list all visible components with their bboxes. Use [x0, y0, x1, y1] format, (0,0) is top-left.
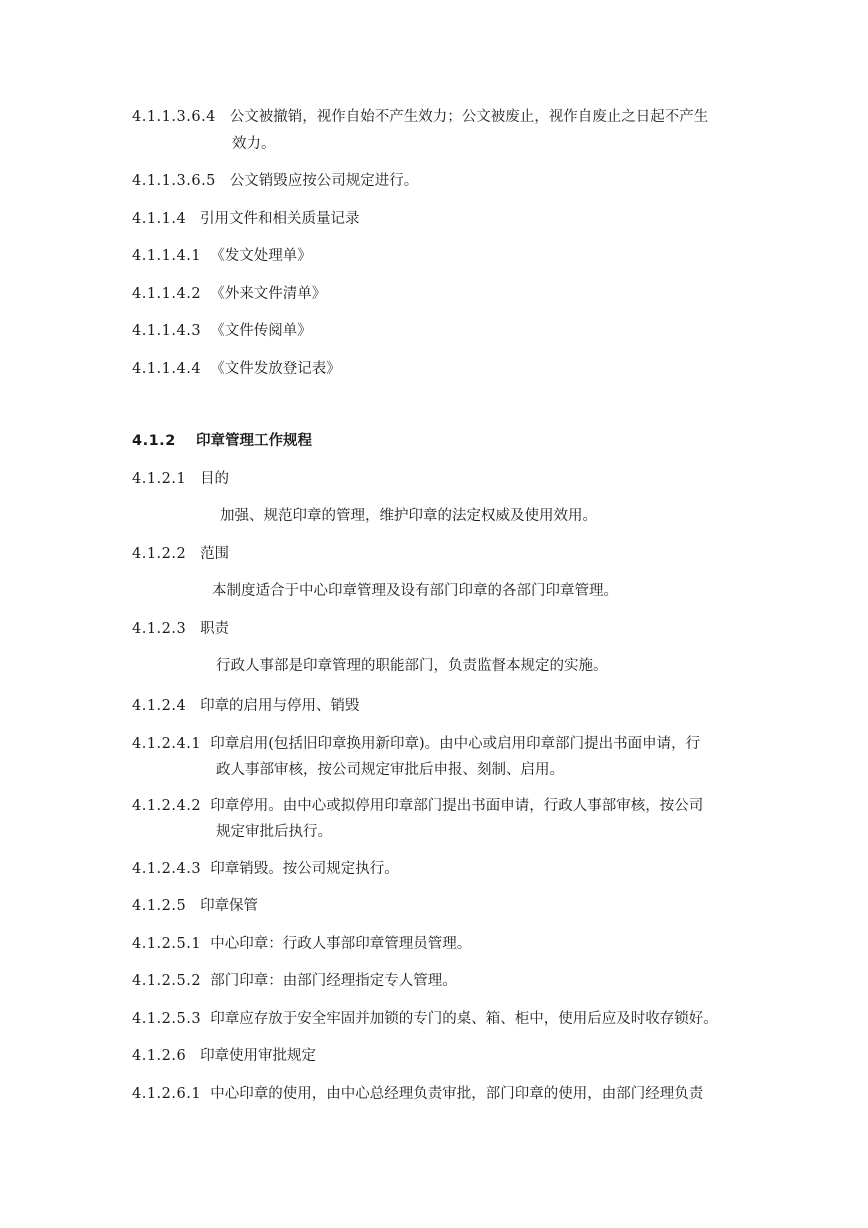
- clause-text-continued: 效力。: [232, 136, 276, 152]
- clause-4-1-2-2: [132, 541, 758, 567]
- clause-text-continued: 规定审批后执行。: [216, 824, 332, 840]
- clause-text: 印章销毁。按公司规定执行。: [210, 861, 399, 877]
- clause-4-1-2-5-2: [132, 968, 758, 994]
- clause-text: 《文件传阅单》: [210, 323, 312, 339]
- clause-number: 4.1.1.4.4: [132, 361, 202, 377]
- clause-number: 4.1.2.6.1: [132, 1086, 202, 1102]
- scope-paragraph: 本制度适合于中心印章管理及设有部门印章的各部门印章管理。: [212, 583, 618, 599]
- purpose-paragraph: 加强、规范印章的管理，维护印章的法定权威及使用效用。: [220, 508, 597, 524]
- clause-4-1-2-5-3: [132, 1006, 718, 1032]
- clause-4-1-2-3: [132, 616, 758, 642]
- clause-4-1-2-4-2: [132, 793, 758, 819]
- clause-text: 印章的启用与停用、销毁: [200, 698, 360, 714]
- clause-number: 4.1.1.4.1: [132, 248, 202, 264]
- clause-4-1-1-4-3: [132, 318, 758, 344]
- clause-number: 4.1.2.5.2: [132, 973, 202, 989]
- clause-text: 引用文件和相关质量记录: [200, 211, 360, 227]
- clause-number: 4.1.2.4.3: [132, 861, 202, 877]
- clause-text: 《文件发放登记表》: [210, 361, 341, 377]
- clause-number: 4.1.1.4.2: [132, 286, 202, 302]
- section-title: 印章管理工作规程: [196, 433, 312, 449]
- clause-text: 部门印章：由部门经理指定专人管理。: [210, 973, 457, 989]
- clause-text: 《发文处理单》: [210, 248, 312, 264]
- clause-text-continued: 政人事部审核，按公司规定审批后申报、刻制、启用。: [216, 762, 564, 778]
- clause-4-1-2-1: [132, 466, 758, 492]
- clause-number: 4.1.2.1: [132, 471, 187, 487]
- clause-4-1-2-5-1: [132, 931, 758, 957]
- clause-text: 职责: [200, 621, 230, 637]
- clause-number: 4.1.2.5.1: [132, 936, 202, 952]
- clause-number: 4.1.2.6: [132, 1048, 187, 1064]
- clause-number: 4.1.1.3.6.5: [132, 173, 216, 189]
- clause-text: 公文被撤销，视作自始不产生效力；公文被废止，视作自废止之日起不产生: [229, 109, 709, 125]
- clause-number: 4.1.2.2: [132, 546, 187, 562]
- clause-4-1-1-4: [132, 206, 758, 232]
- clause-4-1-2-5: [132, 893, 758, 919]
- clause-4-1-2-6-1: [132, 1081, 758, 1107]
- clause-text: 印章应存放于安全牢固并加锁的专门的桌、箱、柜中，使用后应及时收存锁好。: [210, 1011, 718, 1027]
- clause-number: 4.1.2.5: [132, 898, 187, 914]
- responsibility-paragraph: 行政人事部是印章管理的职能部门，负责监督本规定的实施。: [216, 658, 608, 674]
- clause-4-1-2-4-3: [132, 856, 758, 882]
- clause-number: 4.1.2.4.2: [132, 798, 202, 814]
- clause-text: 范围: [200, 546, 230, 562]
- clause-4-1-1-4-4: [132, 356, 758, 382]
- clause-number: 4.1.1.4.3: [132, 323, 202, 339]
- clause-text: 中心印章：行政人事部印章管理员管理。: [210, 936, 472, 952]
- clause-number: 4.1.2.4.1: [132, 736, 202, 752]
- section-heading-4-1-2: [132, 428, 758, 454]
- clause-4-1-2-4-1: [132, 731, 758, 757]
- clause-text: 公文销毁应按公司规定进行。: [229, 173, 419, 189]
- clause-text: 《外来文件清单》: [210, 286, 327, 302]
- clause-text: 中心印章的使用，由中心总经理负责审批，部门印章的使用，由部门经理负责: [210, 1086, 704, 1102]
- clause-4-1-1-3-6-4: [132, 104, 758, 130]
- clause-number: 4.1.2.5.3: [132, 1011, 202, 1027]
- clause-4-1-1-4-1: [132, 243, 758, 269]
- clause-number: 4.1.2.3: [132, 621, 187, 637]
- clause-text: 印章使用审批规定: [200, 1048, 317, 1064]
- clause-number: 4.1.1.4: [132, 211, 187, 227]
- section-number: 4.1.2: [132, 433, 176, 449]
- clause-text: 目的: [200, 471, 230, 487]
- clause-number: 4.1.1.3.6.4: [132, 109, 216, 125]
- clause-text: 印章保管: [200, 898, 259, 914]
- clause-4-1-1-4-2: [132, 281, 758, 307]
- clause-text: 印章启用(包括旧印章换用新印章)。由中心或启用印章部门提出书面申请，行: [210, 736, 701, 752]
- clause-4-1-1-3-6-5: [132, 168, 758, 194]
- clause-number: 4.1.2.4: [132, 698, 187, 714]
- clause-4-1-2-6: [132, 1043, 758, 1069]
- clause-text: 印章停用。由中心或拟停用印章部门提出书面申请，行政人事部审核，按公司: [210, 798, 704, 814]
- clause-4-1-2-4: [132, 693, 758, 719]
